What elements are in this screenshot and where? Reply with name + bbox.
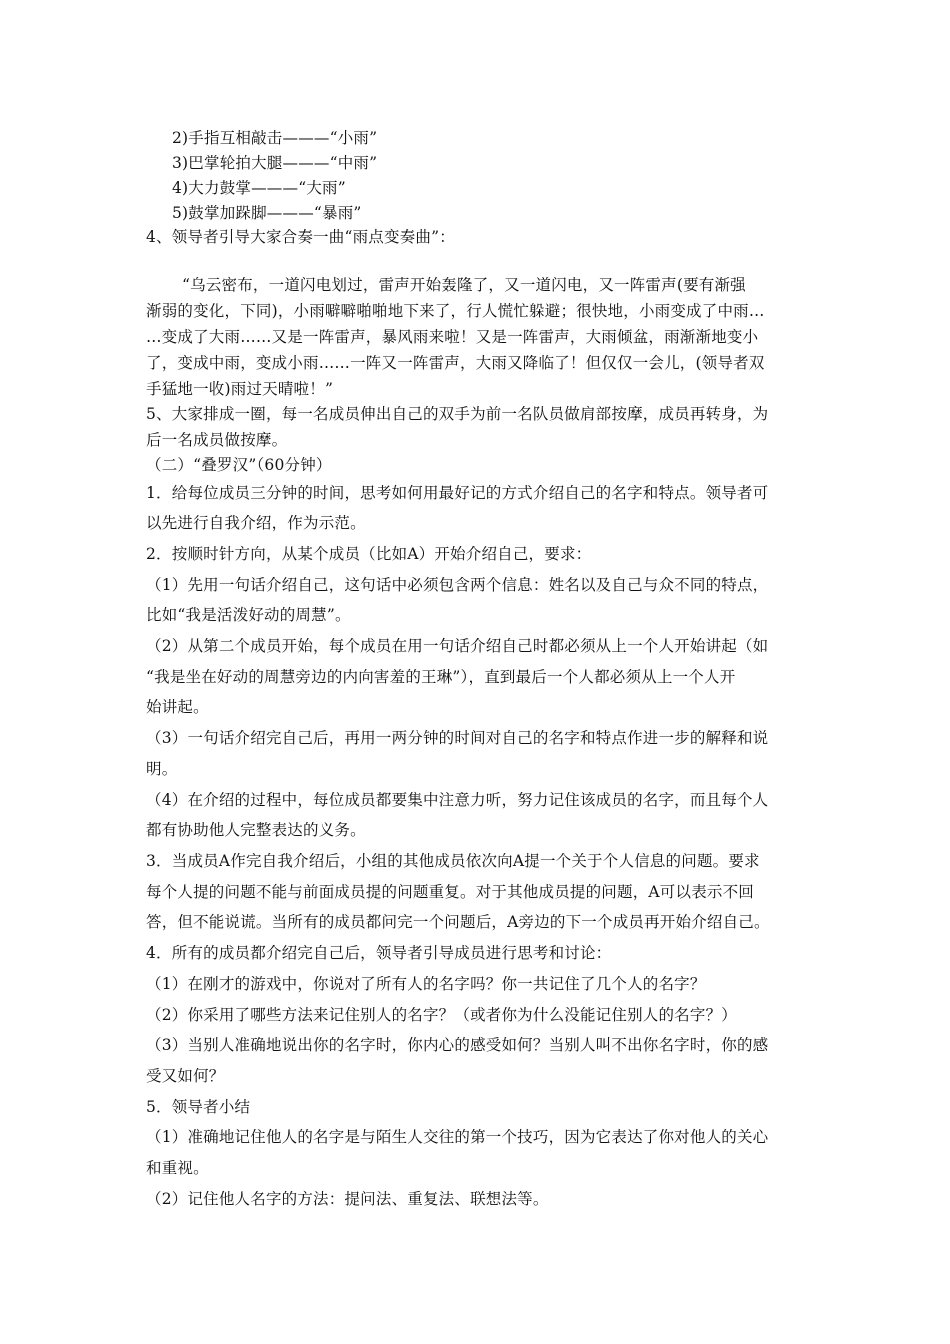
section-2-line: （1）在刚才的游戏中，你说对了所有人的名字吗？你一共记住了几个人的名字？ xyxy=(146,975,706,993)
rain-step-3: 3)巴掌轮拍大腿———“中雨” xyxy=(172,154,378,172)
section-2-line: 以先进行自我介绍，作为示范。 xyxy=(146,514,366,532)
step-5-line: 后一名成员做按摩。 xyxy=(146,431,288,449)
section-2-line: 每个人提的问题不能与前面成员提的问题重复。对于其他成员提的问题，A可以表示不回 xyxy=(146,883,754,901)
section-2-line: 2．按顺时针方向，从某个成员（比如A）开始介绍自己，要求： xyxy=(146,545,592,563)
section-2-line: （4）在介绍的过程中，每位成员都要集中注意力听，努力记住该成员的名字，而且每个人 xyxy=(146,791,769,809)
section-2-line: 比如“我是活泼好动的周慧”。 xyxy=(146,606,351,624)
section-2-line: 5．领导者小结 xyxy=(146,1098,251,1116)
section-2-line: 始讲起。 xyxy=(146,698,209,716)
story-line: …变成了大雨……又是一阵雷声，暴风雨来啦！又是一阵雷声，大雨倾盆，雨渐渐地变小 xyxy=(146,328,759,346)
section-2-line: （3）一句话介绍完自己后，再用一两分钟的时间对自己的名字和特点作进一步的解释和说 xyxy=(146,729,769,747)
section-2-line: 明。 xyxy=(146,760,178,778)
rain-step-5: 5)鼓掌加跺脚———“暴雨” xyxy=(172,204,362,222)
section-2-line: （3）当别人准确地说出你的名字时，你内心的感受如何？当别人叫不出你名字时，你的感 xyxy=(146,1036,769,1054)
rain-step-2: 2)手指互相敲击———“小雨” xyxy=(172,129,378,147)
step-5-line: 5、大家排成一圈，每一名成员伸出自己的双手为前一名队员做肩部按摩，成员再转身，为 xyxy=(146,405,769,423)
section-2-title: （二）“叠罗汉”（60分钟） xyxy=(146,456,332,474)
section-2-line: 1．给每位成员三分钟的时间，思考如何用最好记的方式介绍自己的名字和特点。领导者可 xyxy=(146,484,769,502)
section-2-line: 4．所有的成员都介绍完自己后，领导者引导成员进行思考和讨论： xyxy=(146,944,612,962)
section-2-line: （2）从第二个成员开始，每个成员在用一句话介绍自己时都必须从上一个人开始讲起（如 xyxy=(146,637,769,655)
section-2-line: （1）准确地记住他人的名字是与陌生人交往的第一个技巧，因为它表达了你对他人的关心 xyxy=(146,1128,769,1146)
story-line: 渐弱的变化，下同)，小雨噼噼啪啪地下来了，行人慌忙躲避；很快地，小雨变成了中雨… xyxy=(146,302,765,320)
story-line: “乌云密布，一道闪电划过，雷声开始轰隆了，又一道闪电，又一阵雷声(要有渐强 xyxy=(182,276,746,294)
step-4-heading: 4、领导者引导大家合奏一曲“雨点变奏曲”： xyxy=(146,228,455,246)
section-2-line: 都有协助他人完整表达的义务。 xyxy=(146,821,366,839)
section-2-line: （1）先用一句话介绍自己，这句话中必须包含两个信息：姓名以及自己与众不同的特点， xyxy=(146,576,769,594)
section-2-line: “我是坐在好动的周慧旁边的内向害羞的王琳”），直到最后一个人都必须从上一个人开 xyxy=(146,668,736,686)
section-2-line: 受又如何？ xyxy=(146,1067,225,1085)
story-line: 了，变成中雨，变成小雨……一阵又一阵雷声，大雨又降临了！但仅仅一会儿，(领导者双 xyxy=(146,354,765,372)
section-2-line: （2）你采用了哪些方法来记住别人的名字？（或者你为什么没能记住别人的名字？） xyxy=(146,1006,737,1024)
rain-step-4: 4)大力鼓掌———“大雨” xyxy=(172,179,346,197)
section-2-line: 和重视。 xyxy=(146,1159,209,1177)
section-2-line: 3．当成员A作完自我介绍后，小组的其他成员依次向A提一个关于个人信息的问题。要求 xyxy=(146,852,760,870)
section-2-line: 答，但不能说谎。当所有的成员都问完一个问题后，A旁边的下一个成员再开始介绍自己。 xyxy=(146,913,770,931)
section-2-line: （2）记住他人名字的方法：提问法、重复法、联想法等。 xyxy=(146,1190,549,1208)
story-line: 手猛地一收)雨过天晴啦！” xyxy=(146,380,334,398)
